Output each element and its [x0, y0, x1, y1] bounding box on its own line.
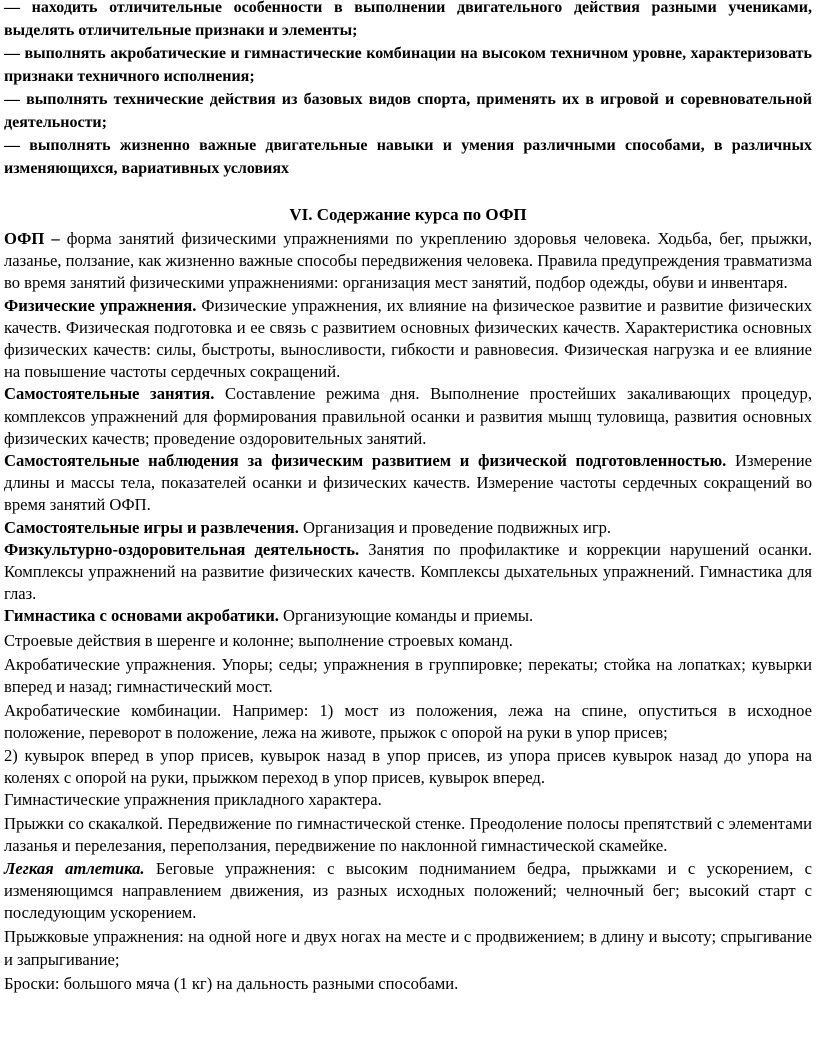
list-item: — выполнять акробатические и гимнастические комбинации на высоком техничном уровне, характеризовать признаки техничного исполнения;: [4, 45, 812, 85]
paragraph-lead: Самостоятельные наблюдения за физическим развитием и физической подготовленностью.: [4, 451, 727, 471]
paragraph-text: Физические упражнения, их влияние на физическое развитие и развитие физических качеств. Физическая подготовка и ее связь с развитием основных физических качеств. Характеристика основных физических качеств: силы, быстроты, выносливости, гибкости и равновесия. Физическая нагрузка и ее влияние на повышение частоты сердечных сокращений.: [4, 295, 812, 382]
paragraph: [4, 630, 812, 652]
paragraph-text: Занятия по профилактике и коррекции нарушений осанки. Комплексы упражнений на развитие физических качеств. Комплексы дыхательных упражнений. Гимнастика для глаз.: [4, 539, 812, 604]
paragraph-lead: Самостоятельные занятия.: [4, 384, 215, 404]
paragraph-text: Составление режима дня. Выполнение простейших закаливающих процедур, комплексов упражнений для формирования правильной осанки и развития мышц туловища, развития основных физических качеств; проведение оздоровительных занятий.: [4, 384, 812, 448]
paragraph: [4, 605, 812, 627]
paragraph: [4, 228, 812, 295]
paragraph-text: 2) кувырок вперед в упор присев, кувырок назад в упор присев, из упора присев кувырок назад до упора на коленях с опорой на руки, прыжком переход в упор присев, кувырок вперед.: [4, 745, 812, 787]
outcomes-list: [4, 0, 812, 180]
paragraph: [4, 858, 812, 925]
paragraph-lead: Самостоятельные игры и развлечения.: [4, 517, 299, 537]
paragraph-text: Прыжковые упражнения: на одной ноге и двух ногах на месте и с продвижением; в длину и высоту; спрыгивание и запрыгивание;: [4, 927, 812, 969]
paragraph-lead: Физические упражнения.: [4, 295, 197, 315]
paragraph-text: Организующие команды и приемы.: [278, 606, 534, 626]
section-title: VI. Содержание курса по ОФП: [289, 205, 527, 224]
list-item: — выполнять жизненно важные двигательные навыки и умения различными способами, в различных изменяющихся, вариативных условиях: [4, 137, 812, 177]
paragraph-text: Строевые действия в шеренге и колонне; выполнение строевых команд.: [4, 630, 513, 650]
paragraph-lead: Физкультурно-оздоровительная деятельность.: [4, 539, 360, 559]
paragraph: [4, 813, 812, 857]
section-body: [4, 228, 812, 995]
paragraph: [4, 926, 812, 970]
paragraph-text: Броски: большого мяча (1 кг) на дальность разными способами.: [4, 973, 459, 993]
paragraph: [4, 745, 812, 789]
paragraph: [4, 517, 812, 539]
paragraph: [4, 973, 812, 995]
paragraph-lead: Легкая атлетика.: [4, 858, 145, 878]
paragraph-text: Организация и проведение подвижных игр.: [298, 517, 612, 537]
paragraph: [4, 383, 812, 450]
paragraph-lead: Гимнастика с основами акробатики.: [4, 606, 279, 626]
paragraph-text: Акробатические упражнения. Упоры; седы; упражнения в группировке; перекаты; стойка на лопатках; кувырки вперед и назад; гимнастический мост.: [4, 654, 812, 697]
paragraph: [4, 539, 812, 606]
paragraph-text: Беговые упражнения: с высоким подниманием бедра, прыжками и с ускорением, с изменяющимся направлением движения, из разных исходных положений; челночный бег; высокий старт с последующим ускорением.: [4, 858, 812, 923]
paragraph-text: Измерение длины и массы тела, показателей осанки и физических качеств. Измерение частоты сердечных сокращений во время занятий ОФП.: [4, 451, 812, 515]
paragraph: [4, 295, 812, 384]
list-item: — находить отличительные особенности в выполнении двигательного действия разными учениками, выделять отличительные признаки и элементы;: [4, 0, 812, 39]
paragraph-text: форма занятий физическими упражнениями по укреплению здоровья человека. Ходьба, бег, прыжки, лазанье, ползание, как жизненно важные способы передвижения человека. Правила предупреждения травматизма во время занятий физическими упражнениями: организация мест занятий, подбор одежды, обуви и инвентаря.: [4, 229, 812, 293]
paragraph: [4, 789, 812, 811]
paragraph: [4, 450, 812, 517]
paragraph-text: Гимнастические упражнения прикладного характера.: [4, 790, 382, 810]
paragraph-text: Прыжки со скакалкой. Передвижение по гимнастической стенке. Преодоление полосы препятствий с элементами лазанья и перелезания, переползания, передвижение по наклонной гимнастической скамейке.: [4, 814, 812, 856]
paragraph-lead: ОФП –: [4, 229, 60, 248]
paragraph-text: Акробатические комбинации. Например: 1) мост из положения, лежа на спине, опуститься в исходное положение, переворот в положение, лежа на животе, прыжок с опорой на руки в упор присев;: [4, 701, 812, 743]
paragraph: [4, 654, 812, 698]
paragraph: [4, 700, 812, 744]
list-item: — выполнять технические действия из базовых видов спорта, применять их в игровой и соревновательной деятельности;: [4, 91, 812, 131]
